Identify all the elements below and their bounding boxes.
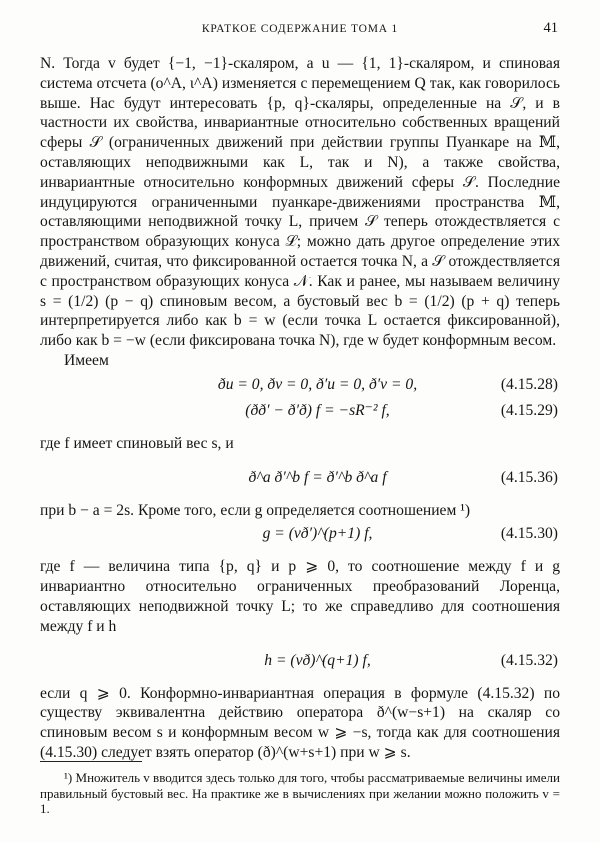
equation-number: (4.15.28) [500, 375, 558, 393]
running-head: КРАТКОЕ СОДЕРЖАНИЕ ТОМА 1 [201, 23, 399, 35]
equation-4-15-28 [40, 372, 560, 397]
paragraph-conformal: если q ⩾ 0. Конформно-инвариантная операция в формуле (4.15.32) по существу эквивалентна действию оператора ð^(w−s+1) на скаляр со спиновым весом s и конформным весом w ⩾ −s, тогда как для соотношения (4.15.30) следует взять оператор (ð)^(w+s+1) при w ⩾ s. [40, 684, 560, 761]
footnote-rule [40, 761, 142, 762]
equation-number: (4.15.29) [500, 401, 558, 419]
spacer [40, 424, 560, 434]
spacer [40, 491, 560, 501]
equation-number: (4.15.30) [500, 525, 558, 543]
paragraph-spin-weight: где f имеет спиновый вес s, и [40, 434, 234, 452]
footnote: ¹) Множитель v вводится здесь только для того, чтобы рассматриваемые величины имели правильный бустовый вес. На практике же в вычислениях при желании можно положить v = 1. [40, 770, 560, 816]
equation-4-15-36 [40, 465, 560, 490]
spacer [40, 454, 560, 464]
equation-formula: ð^a ð′^b f = ð′^b ð^a f [248, 468, 387, 486]
equation-4-15-30 [40, 521, 560, 546]
paragraph-condition: при b − a = 2s. Кроме того, если g определяется соотношением ¹) [40, 501, 471, 519]
equation-number: (4.15.32) [500, 651, 558, 669]
equation-4-15-32 [40, 648, 560, 673]
equation-4-15-29 [40, 398, 560, 423]
paragraph-invariance: где f — величина типа {p, q} и p ⩾ 0, то соотношение между f и g инвариантно относительно ограниченных преобразований Лоренца, оставляющих неподвижной точку L; то же справедливо для соотношения между f и h [40, 558, 560, 635]
equation-number: (4.15.36) [500, 468, 558, 486]
page-header [40, 20, 560, 40]
spacer [40, 674, 560, 684]
equation-formula: h = (vð)^(q+1) f, [264, 651, 371, 669]
spacer [40, 637, 560, 647]
body-text [40, 54, 560, 763]
page-number: 41 [543, 20, 558, 36]
equation-formula: g = (vð′)^(p+1) f, [262, 525, 373, 543]
equation-formula: (ðð′ − ð′ð) f = −sR⁻² f, [245, 401, 390, 419]
equation-formula: ðu = 0, ðv = 0, ð′u = 0, ð′v = 0, [217, 375, 418, 393]
paragraph-imeem: Имеем [64, 351, 109, 369]
paragraph-intro: N. Тогда v будет {−1, −1}-скаляром, а u — {1, 1}-скаляром, и спиновая система отсчета (o^A, ι^A) изменяется с перемещением Q так, как говорилось выше. Нас будут интересовать {p, q}-скаляры, определенные на 𝒮, и в частности их свойства, инвариантные относительно собственных вращений сферы 𝒮 (ограниченных движений при действии группы Пуанкаре на 𝕄, оставляющих неподвижными как L, так и N), а также свойства, инвариантные относительно конформных движений сферы 𝒮. Последние индуцируются ограниченными пуанкаре-движениями пространства 𝕄, оставляющими неподвижной точку L, причем 𝒮 теперь отождествляется с пространством образующих конуса ℒ; можно дать другое определение этих движений, считая, что фиксированной остается точка N, а 𝒮 отождествляется с пространством образующих конуса 𝒩. Как и ранее, мы называем величину s = (1/2) (p − q) спиновым весом, а бустовый вес b = (1/2) (p + q) теперь интерпретируется либо как b = w (если точка L остается фиксированной), либо как b = −w (если фиксирована точка N), где w будет конформным весом. [40, 55, 560, 350]
spacer [40, 547, 560, 557]
